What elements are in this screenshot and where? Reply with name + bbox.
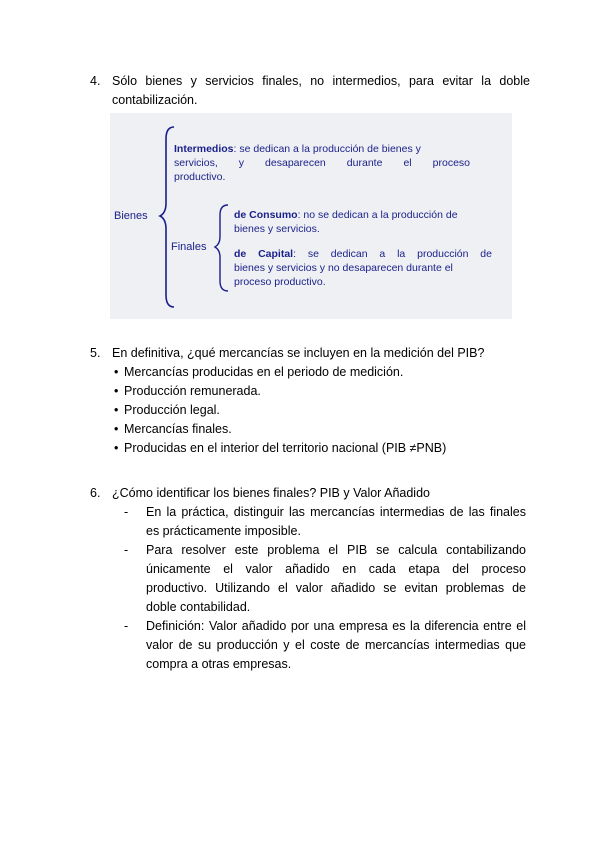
intermedios-line-3: productivo. bbox=[174, 171, 226, 183]
consumo-line-1: : no se dedican a la producción de bbox=[297, 209, 458, 221]
consumo-line-2: bienes y servicios. bbox=[234, 223, 320, 235]
point-2-line-2: únicamente el valor añadido en cada etapa del proceso bbox=[146, 562, 526, 576]
list-item bbox=[124, 503, 526, 541]
goods-classification-diagram bbox=[110, 113, 512, 319]
list-item: • Producción remunerada. bbox=[112, 382, 530, 401]
item-6 bbox=[90, 484, 530, 674]
consumo-text bbox=[234, 208, 492, 236]
capital-text bbox=[234, 247, 492, 289]
list-item bbox=[124, 617, 526, 674]
point-1-line-2: es prácticamente imposible. bbox=[146, 524, 301, 538]
point-2-line-3: productivo. Utilizando el valor añadido se evitan problemas de bbox=[146, 581, 526, 595]
finales-label: Finales bbox=[171, 241, 207, 253]
item-5 bbox=[90, 344, 530, 458]
item-number: 6. bbox=[90, 486, 101, 500]
list-item: • Mercancías producidas en el periodo de medición. bbox=[112, 363, 530, 382]
item-6-question: ¿Cómo identificar los bienes finales? PIB y Valor Añadido bbox=[112, 486, 430, 500]
capital-line-2: bienes y servicios y no desaparecen durante el bbox=[234, 262, 453, 274]
intermedios-line-1: : se dedican a la producción de bienes y bbox=[233, 143, 421, 155]
capital-line-3: proceso productivo. bbox=[234, 276, 326, 288]
bienes-label: Bienes bbox=[114, 210, 148, 222]
list-item bbox=[124, 541, 526, 617]
point-2-line-4: doble contabilidad. bbox=[146, 600, 251, 614]
point-3-line-3: compra a otras empresas. bbox=[146, 657, 292, 671]
item-4-line-1: Sólo bienes y servicios finales, no intermedios, para evitar la doble bbox=[112, 74, 530, 88]
point-3-line-2: valor de su producción y el coste de mercancías intermedias que bbox=[146, 638, 526, 652]
intermedios-term: Intermedios bbox=[174, 143, 234, 155]
list-item: • Producidas en el interior del territorio nacional (PIB ≠PNB) bbox=[112, 439, 530, 458]
consumo-term: de Consumo bbox=[234, 209, 298, 221]
capital-term: de Capital bbox=[234, 248, 294, 260]
list-item: • Producción legal. bbox=[112, 401, 530, 420]
dash-marker: - bbox=[124, 505, 129, 519]
point-1-line-1: En la práctica, distinguir las mercancías intermedias de las finales bbox=[146, 505, 526, 519]
item-5-bullet-list bbox=[112, 363, 530, 458]
point-3-line-1: Definición: Valor añadido por una empresa es la diferencia entre el bbox=[146, 619, 526, 633]
capital-line-1: : se dedican a la producción de bbox=[293, 248, 492, 260]
item-4-line-2: contabilización. bbox=[112, 93, 198, 107]
item-6-dash-list bbox=[124, 503, 526, 674]
item-number: 5. bbox=[90, 346, 101, 360]
point-2-line-1: Para resolver este problema el PIB se calcula contabilizando bbox=[146, 543, 526, 557]
item-5-question: En definitiva, ¿qué mercancías se incluyen en la medición del PIB? bbox=[112, 346, 485, 360]
intermedios-line-2: servicios, y desaparecen durante el proceso bbox=[174, 157, 470, 169]
finales-brace bbox=[215, 205, 228, 291]
bienes-brace bbox=[160, 127, 174, 307]
intermedios-text bbox=[174, 142, 470, 184]
item-4 bbox=[90, 72, 530, 110]
item-number: 4. bbox=[90, 74, 101, 88]
dash-marker: - bbox=[124, 619, 129, 633]
dash-marker: - bbox=[124, 543, 129, 557]
list-item: • Mercancías finales. bbox=[112, 420, 530, 439]
